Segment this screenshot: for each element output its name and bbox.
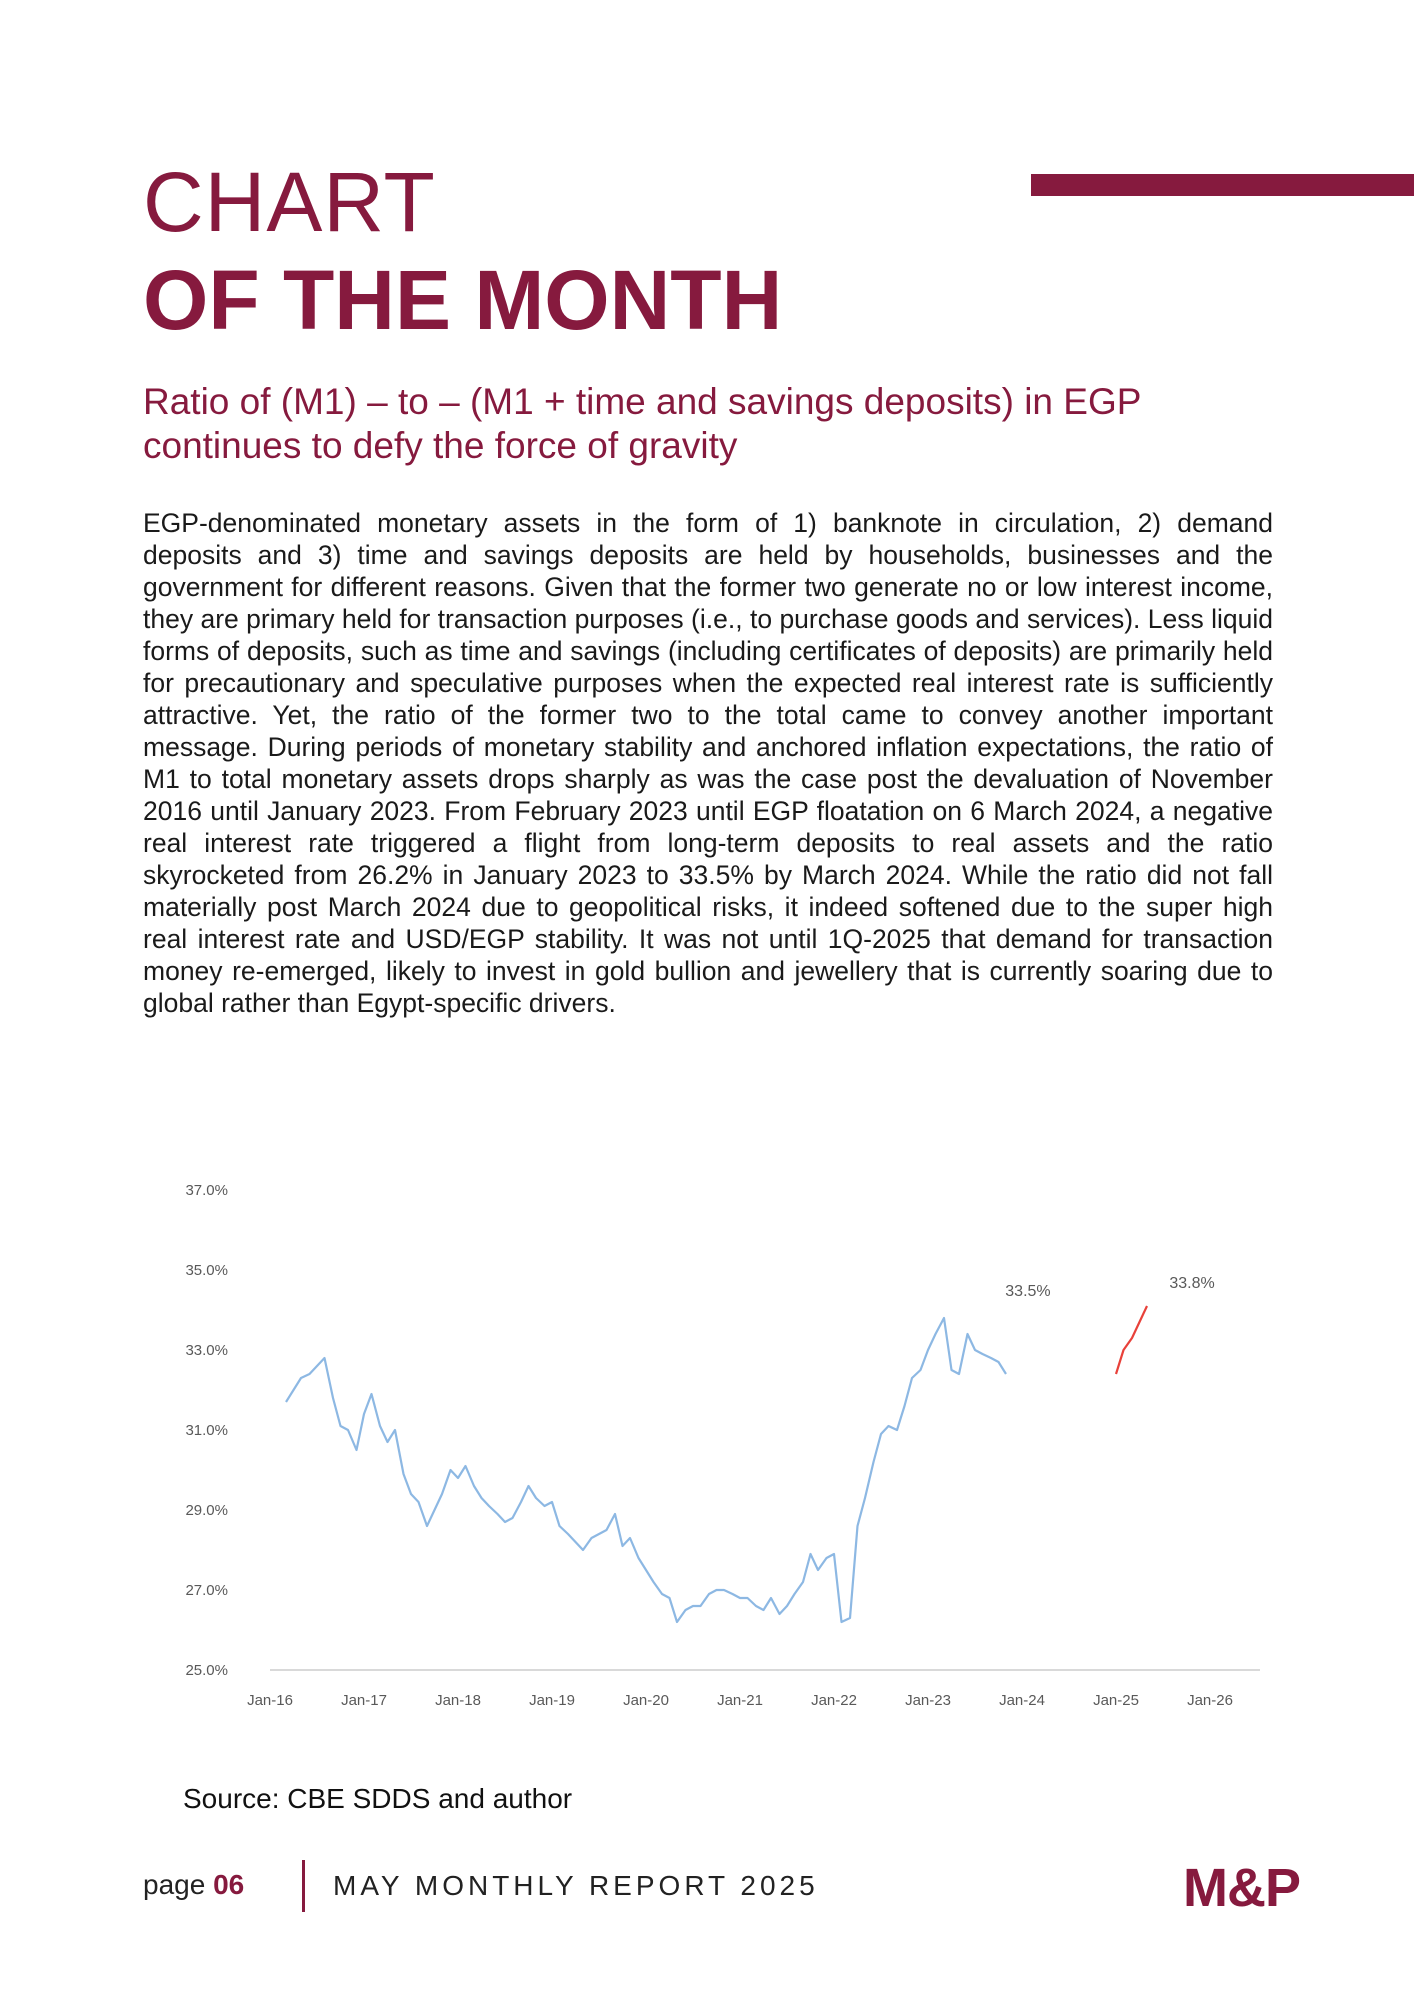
series-line-recent bbox=[1116, 1306, 1147, 1374]
x-tick-label: Jan-18 bbox=[435, 1692, 481, 1709]
x-tick-label: Jan-21 bbox=[717, 1692, 763, 1709]
report-name: MAY MONTHLY REPORT 2025 bbox=[333, 1870, 819, 1901]
x-tick-label: Jan-16 bbox=[247, 1692, 293, 1709]
page-prefix: page bbox=[143, 1869, 206, 1900]
x-tick-label: Jan-26 bbox=[1187, 1692, 1233, 1709]
x-tick-label: Jan-23 bbox=[905, 1692, 951, 1709]
y-tick-label: 27.0% bbox=[185, 1582, 228, 1599]
series-line-historical bbox=[286, 1318, 1006, 1622]
x-tick-label: Jan-19 bbox=[529, 1692, 575, 1709]
data-label: 33.8% bbox=[1169, 1275, 1215, 1292]
x-tick-label: Jan-25 bbox=[1093, 1692, 1139, 1709]
x-tick-label: Jan-17 bbox=[341, 1692, 387, 1709]
chart-subtitle: Ratio of (M1) – to – (M1 + time and savings deposits) in EGP continues to defy the force of gravity bbox=[143, 381, 1141, 466]
y-tick-label: 25.0% bbox=[185, 1662, 228, 1679]
footer-divider bbox=[302, 1860, 305, 1912]
y-tick-label: 31.0% bbox=[185, 1422, 228, 1439]
x-tick-label: Jan-20 bbox=[623, 1692, 669, 1709]
line-chart bbox=[140, 1170, 1270, 1760]
page-number bbox=[143, 1869, 244, 1901]
page-title-line1: CHART bbox=[143, 155, 436, 249]
data-label: 33.5% bbox=[1005, 1283, 1051, 1300]
y-tick-label: 29.0% bbox=[185, 1502, 228, 1519]
y-tick-label: 33.0% bbox=[185, 1342, 228, 1359]
source-note: Source: CBE SDDS and author bbox=[183, 1783, 573, 1814]
x-tick-label: Jan-24 bbox=[999, 1692, 1045, 1709]
y-tick-label: 35.0% bbox=[185, 1262, 228, 1279]
y-tick-label: 37.0% bbox=[185, 1182, 228, 1199]
page-number-value: 06 bbox=[213, 1869, 245, 1900]
body-paragraph: EGP-denominated monetary assets in the form of 1) banknote in circulation, 2) demand deposits and 3) time and savings deposits are held by households, businesses and the government for different reasons. Given that the former two generate no or low interest income, they are primary held for transaction purposes (i.e., to purchase goods and services). Less liquid forms of deposits, such as time and savings (including certificates of deposits) are primarily held for precautionary and speculative purposes when the expected real interest rate is sufficiently attractive. Yet, the ratio of the former two to the total came to convey another important message. During periods of monetary stability and anchored inflation expectations, the ratio of M1 to total monetary assets drops sharply as was the case post the devaluation of November 2016 until January 2023. From February 2023 until EGP floatation on 6 March 2024, a negative real interest rate triggered a flight from long-term deposits to real assets and the ratio skyrocketed from 26.2% in January 2023 to 33.5% by March 2024. While the ratio did not fall materially post March 2024 due to geopolitical risks, it indeed softened due to the super high real interest rate and USD/EGP stability. It was not until 1Q-2025 that demand for transaction money re-emerged, likely to invest in gold bullion and jewellery that is currently soaring due to global rather than Egypt-specific drivers. bbox=[143, 508, 1273, 1018]
page-title-line2: OF THE MONTH bbox=[143, 253, 783, 347]
mp-logo: M&P bbox=[1183, 1858, 1300, 1918]
x-tick-label: Jan-22 bbox=[811, 1692, 857, 1709]
accent-bar bbox=[1031, 174, 1414, 196]
